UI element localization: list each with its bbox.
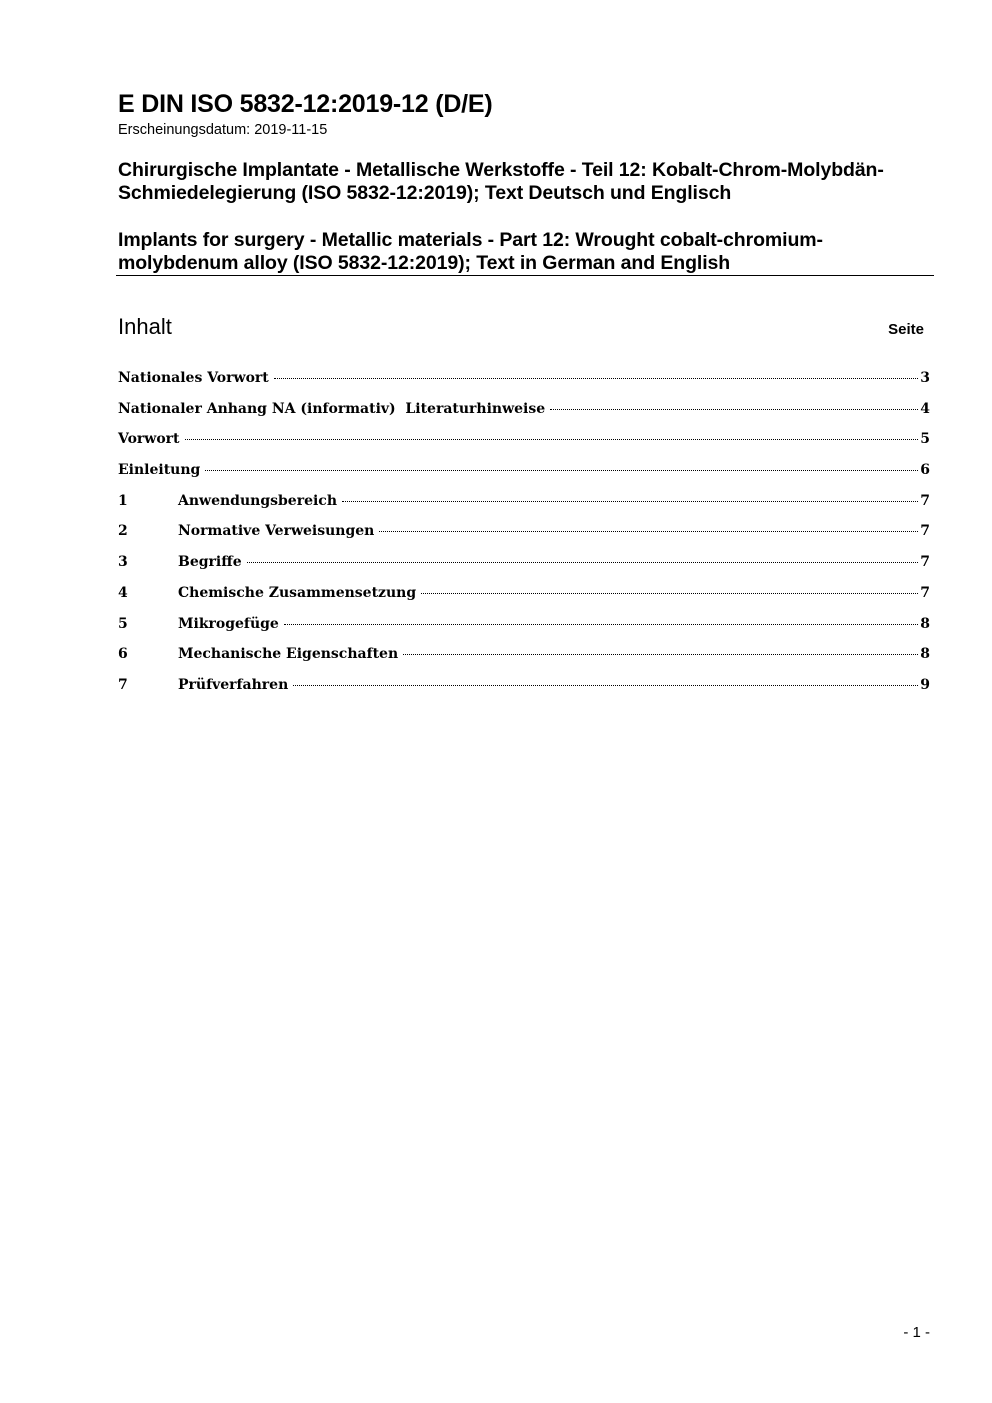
toc-entry-page: 5 xyxy=(920,431,930,448)
toc-dot-leader xyxy=(379,531,918,532)
toc-page-column-label: Seite xyxy=(888,321,924,338)
title-german: Chirurgische Implantate - Metallische Werkstoffe - Teil 12: Kobalt-Chrom-Molybdän-Schmiedelegierung (ISO 5832-12:2019); Text Deutsch und Englisch xyxy=(118,159,884,204)
toc-dot-leader xyxy=(550,409,918,410)
toc-entry[interactable] xyxy=(118,677,930,708)
toc-entry-page: 7 xyxy=(920,523,930,540)
toc-entry-title: Mechanische Eigenschaften xyxy=(178,646,399,663)
toc-entry-page: 8 xyxy=(920,615,930,632)
toc-entry[interactable] xyxy=(118,554,930,585)
toc-entry[interactable] xyxy=(118,370,930,401)
toc-entry-page: 7 xyxy=(920,584,930,601)
toc-entry-page: 7 xyxy=(920,492,930,509)
toc-entry-title: Einleitung xyxy=(118,462,201,479)
toc-dot-leader xyxy=(247,562,919,563)
toc-entry[interactable] xyxy=(118,431,930,462)
toc-entry-number: 1 xyxy=(118,492,128,509)
toc-entry-number: 3 xyxy=(118,554,128,571)
toc-entry[interactable] xyxy=(118,646,930,677)
toc-entry-title: Nationaler Anhang NA (informativ) Literaturhinweise xyxy=(118,400,546,417)
document-id: E DIN ISO 5832-12:2019-12 (D/E) xyxy=(118,90,493,118)
toc-entry[interactable] xyxy=(118,523,930,554)
toc-dot-leader xyxy=(185,439,919,440)
toc-dot-leader xyxy=(293,685,918,686)
toc-dot-leader xyxy=(284,624,918,625)
title-english: Implants for surgery - Metallic materials - Part 12: Wrought cobalt-chromium-molybdenum alloy (ISO 5832-12:2019); Text in German and English xyxy=(118,229,823,274)
publication-date: Erscheinungsdatum: 2019-11-15 xyxy=(118,122,328,138)
toc-entry-page: 7 xyxy=(920,554,930,571)
table-of-contents xyxy=(118,370,930,708)
toc-entry-number: 7 xyxy=(118,676,128,693)
toc-entry-page: 6 xyxy=(920,462,930,479)
toc-dot-leader xyxy=(205,470,918,471)
toc-dot-leader xyxy=(421,593,918,594)
toc-entry-page: 3 xyxy=(920,370,930,386)
toc-dot-leader xyxy=(342,501,918,502)
header-divider xyxy=(116,275,934,276)
toc-entry-title: Anwendungsbereich xyxy=(178,492,337,509)
toc-entry-title: Chemische Zusammensetzung xyxy=(178,584,417,601)
toc-heading: Inhalt xyxy=(118,314,172,339)
toc-entry-number: 6 xyxy=(118,646,128,663)
toc-entry-number: 5 xyxy=(118,615,128,632)
toc-entry-title: Normative Verweisungen xyxy=(178,523,375,540)
toc-entry-page: 9 xyxy=(920,676,930,693)
toc-entry-title: Prüfverfahren xyxy=(178,676,289,693)
toc-entry[interactable] xyxy=(118,401,930,432)
toc-entry[interactable] xyxy=(118,493,930,524)
toc-entry-title: Begriffe xyxy=(178,554,242,571)
toc-entry-title: Nationales Vorwort xyxy=(118,370,269,386)
toc-entry-page: 4 xyxy=(920,400,930,417)
toc-entry-title: Mikrogefüge xyxy=(178,615,279,632)
toc-entry[interactable] xyxy=(118,585,930,616)
page-number: - 1 - xyxy=(903,1324,930,1341)
toc-entry[interactable] xyxy=(118,462,930,493)
toc-dot-leader xyxy=(274,378,919,379)
toc-entry-title: Vorwort xyxy=(118,431,180,448)
toc-entry[interactable] xyxy=(118,616,930,647)
toc-entry-page: 8 xyxy=(920,646,930,663)
toc-entry-number: 2 xyxy=(118,523,128,540)
toc-dot-leader xyxy=(403,654,918,655)
toc-entry-number: 4 xyxy=(118,584,128,601)
